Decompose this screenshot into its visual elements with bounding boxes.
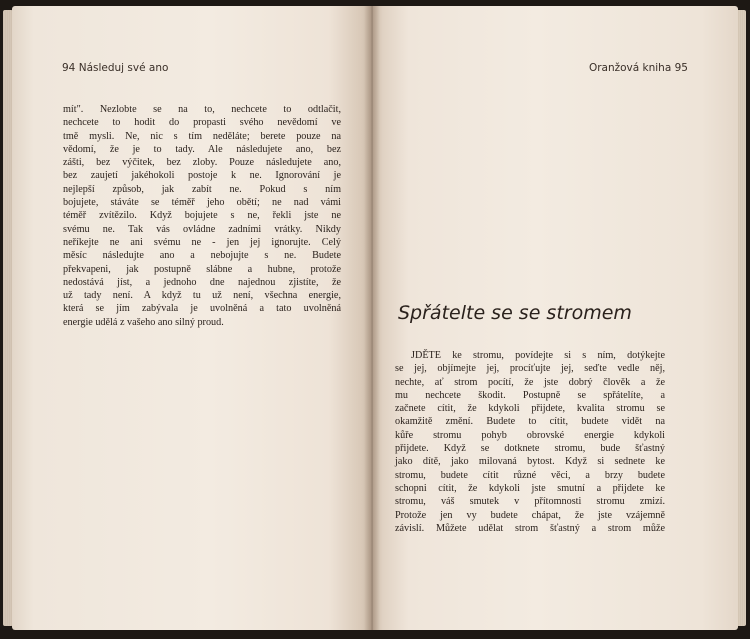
left-page-number: 94 <box>62 62 76 74</box>
left-body-text <box>63 103 341 329</box>
text-line: už tady není. A když tu už není, všechna energie, <box>63 290 341 302</box>
right-body-text <box>395 349 665 535</box>
text-line: kůře stromu pohyb obrovské energie kdykoli <box>395 429 665 441</box>
text-line: bojujete, stáváte se téměř jeho obětí; ne nad vámi <box>63 197 341 209</box>
text-line: mít". Nezlobte se na to, nechcete to odtlačit, <box>63 104 341 115</box>
text-line: neříkejte ne ani svému ne - jen jej ignorujte. Celý <box>63 236 341 248</box>
text-line: stromu, váš smutek v přítomnosti stromu zmizí. <box>395 496 665 508</box>
text-line: stromu, budete cítit různé věci, a brzy budete <box>395 469 665 481</box>
text-line: schopni cítit, že kdykoli jste smutní a přijdete ke <box>395 482 665 494</box>
text-line: vědomí, že je to tady. Ale následujete ano, bez <box>63 143 341 155</box>
left-running-head <box>62 62 168 74</box>
text-line: začnete cítit, že kdykoli přijdete, kvalita stromu se <box>395 403 665 415</box>
right-running-head <box>589 62 688 74</box>
text-line: mu nechcete škodit. Postupně se spřátelíte, a <box>395 389 665 401</box>
text-line: zášti, bez výčitek, bez zloby. Pouze následujete ano, <box>63 157 341 169</box>
text-line: nejlepší způsob, jak zabít ne. Pokud s ním <box>63 183 341 195</box>
book-spine <box>364 6 380 630</box>
text-line: se jej, objímejte jej, procíťujte jej, seďte vedle něj, <box>395 363 665 375</box>
right-page-number: 95 <box>674 62 688 74</box>
text-line: nechcete to hodit do propasti svého nevědomí ve <box>63 117 341 129</box>
text-line: energie udělá z vašeho ano silný proud. <box>63 316 224 328</box>
text-line: překvapeni, jak postupně slábne a hubne, protože <box>63 263 341 275</box>
text-line: přijdete. Když se dotknete stromu, bude šťastný <box>395 443 665 455</box>
text-line: Protože jen vy budete chápat, že jste vzájemně <box>395 509 665 521</box>
text-line: JDĚTE ke stromu, povídejte si s ním, dotýkejte <box>411 350 665 361</box>
text-line: svému ne. Tak vás ovládne zadními vrátky. Nikdy <box>63 223 341 235</box>
right-running-title: Oranžová kniha <box>588 62 672 74</box>
text-line: závislí. Můžete udělat strom šťastný a strom může <box>395 522 665 534</box>
text-line: měsíc následujte ano a nebojujte s ne. Budete <box>63 250 341 262</box>
text-line: bez zaujetí jakéhokoli postoje k ne. Ignorování je <box>63 170 341 182</box>
text-line: tmě mysli. Ne, nic s tím neděláte; berete pouze na <box>63 130 341 142</box>
text-line: okamžitě změní. Budete to cítit, budete vidět na <box>395 416 665 428</box>
text-line: nechte, ať strom pocítí, že jste dobrý člověk a že <box>395 376 665 388</box>
text-line: nedostává jíst, a jednoho dne najednou zjistíte, že <box>63 276 341 288</box>
text-line: která se jím zabývala je uvolněná a tato uvolněná <box>63 303 341 315</box>
text-line: téměř zvítězilo. Když bojujete s ne, řekli jste ne <box>63 210 341 222</box>
text-line: jako dítě, jako milovaná bytost. Když si sednete ke <box>395 456 665 468</box>
left-running-title: Následuj své ano <box>78 62 169 74</box>
chapter-title: Spřátelte se se stromem <box>398 302 632 324</box>
